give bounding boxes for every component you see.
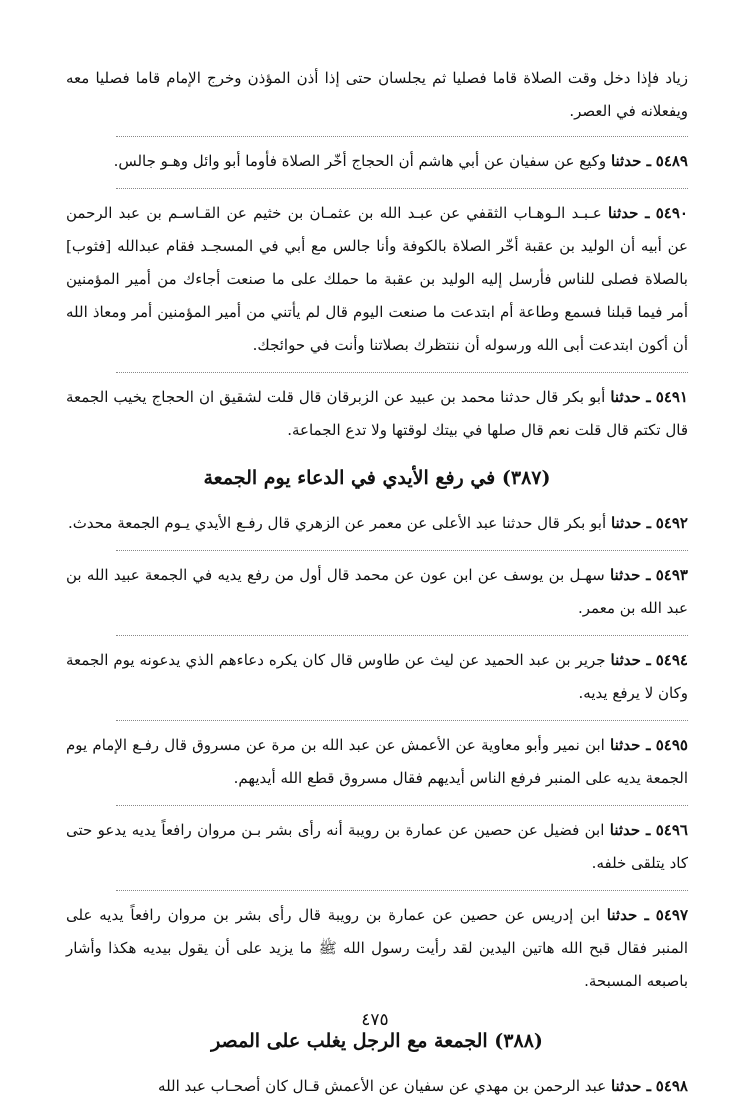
hadith-number: ٥٤٩٠ [655,204,688,222]
hadith-opening: حدثنا [610,651,641,669]
divider [116,720,688,721]
hadith-text: عبد الرحمن بن مهدي عن سفيان عن الأعمش قـال كان أصحـاب عبد الله [158,1077,607,1095]
divider [116,188,688,189]
hadith-opening: حدثنا [610,388,641,406]
chapter-heading-387: (٣٨٧) في رفع الأيدي في الدعاء يوم الجمعة [203,467,551,489]
hadith-number: ٥٤٨٩ [655,152,688,170]
hadith-number: ٥٤٩٥ [655,736,688,754]
hadith-number: ٥٤٩٨ [655,1077,688,1095]
hadith-entry-5495: ٥٤٩٥ ـ حدثنا ابن نمير وأبو معاوية عن الأعمش عن عبد الله بن مرة عن مسروق قال رفـع الإمام يوم الجمعة يديه على المنبر فرفع الناس أيديهم فقال مسروق قطع الله أيديهم. [66,736,688,787]
hadith-text: سهـل بن يوسف عن ابن عون عن محمد قال أول من رفع يديه في الجمعة عبيد الله بن عبد الله بن معمر. [66,566,688,617]
hadith-text: أبو بكر قال حدثنا محمد بن عبيد عن الزبرقان قال قلت لشقيق ان الحجاج يخيب الجمعة قال تكتم قال قلت نعم قال صلها في بيتك لوقتها ولا تدع الجماعة. [66,388,688,439]
hadith-text: جرير بن عبد الحميد عن ليث عن طاوس قال كان يكره دعاءهم الذي يدعونه يوم الجمعة وكان لا يرفع يديه. [66,651,688,702]
hadith-entry-5491: ٥٤٩١ ـ حدثنا أبو بكر قال حدثنا محمد بن عبيد عن الزبرقان قال قلت لشقيق ان الحجاج يخيب الجمعة قال تكتم قال قلت نعم قال صلها في بيتك لوقتها ولا تدع الجماعة. [66,388,688,439]
page-content [66,62,688,1113]
hadith-opening: حدثنا [609,566,641,584]
hadith-number: ٥٤٩٧ [655,906,689,924]
chapter-heading-388: (٣٨٨) الجمعة مع الرجل يغلب على المصر [211,1030,543,1052]
divider [116,635,688,636]
hadith-number: ٥٤٩١ [655,388,688,406]
hadith-opening: حدثنا [609,821,641,839]
divider [116,136,688,137]
divider [116,550,688,551]
hadith-text: عـبـد الـوهـاب الثقفي عن عبـد الله بن عثمـان بن خثيم عن القـاسـم بن عبد الرحمن عن أبيه أن الوليد بن عقبة أخّر الصلاة بالكوفة وأنا جالس مع أبي في المسجـد فقام عبدالله [فثوب] بالصلاة فصلى للناس فأرسل إليه الوليد بن عقبة ما حملك على ما صنعت أجاءك من أمير المؤمنين أمر فيما قبلنا فسمع وطاعة أم ابتدعت ما صنعت اليوم قال لم يأتني من أمير المؤمنين أمر ومعاذ الله أن أكون ابتدعت أبى الله ورسوله أن ننتظرك بصلاتنا وأنت في حوائجك. [66,204,688,354]
divider [116,890,688,891]
hadith-opening: حدثنا [610,1077,642,1095]
hadith-number: ٥٤٩٣ [655,566,688,584]
hadith-opening: حدثنا [606,906,638,924]
hadith-entry-5492: ٥٤٩٢ ـ حدثنا أبو بكر قال حدثنا عبد الأعلى عن معمر عن الزهري قال رفـع الأيدي يـوم الجمعة محدث. [67,514,688,532]
hadith-number: ٥٤٩٢ [655,514,688,532]
hadith-opening: حدثنا [610,736,641,754]
hadith-entry-5498: ٥٤٩٨ ـ حدثنا عبد الرحمن بن مهدي عن سفيان عن الأعمش قـال كان أصحـاب عبد الله [158,1077,688,1095]
hadith-entry-5494: ٥٤٩٤ ـ حدثنا جرير بن عبد الحميد عن ليث عن طاوس قال كان يكره دعاءهم الذي يدعونه يوم الجمعة وكان لا يرفع يديه. [66,651,688,702]
hadith-entry-5490: ٥٤٩٠ ـ حدثنا عـبـد الـوهـاب الثقفي عن عبـد الله بن عثمـان بن خثيم عن القـاسـم بن عبد الرحمن عن أبيه أن الوليد بن عقبة أخّر الصلاة بالكوفة وأنا جالس مع أبي في المسجـد فقام عبدالله [فثوب] بالصلاة فصلى للناس فأرسل إليه الوليد بن عقبة ما حملك على ما صنعت أجاءك من أمير المؤمنين أمر فيما قبلنا فسمع وطاعة أم ابتدعت ما صنعت اليوم قال لم يأتني من أمير المؤمنين أمر ومعاذ الله أن أكون ابتدعت أبى الله ورسوله أن ننتظرك بصلاتنا وأنت في حوائجك. [66,204,688,354]
divider [116,372,688,373]
hadith-entry-5489: ٥٤٨٩ ـ حدثنا وكيع عن سفيان عن أبي هاشم أن الحجاج أخّر الصلاة فأوما أبو وائل وهـو جالس. [113,152,688,170]
hadith-entry-5493: ٥٤٩٣ ـ حدثنا سهـل بن يوسف عن ابن عون عن محمد قال أول من رفع يديه في الجمعة عبيد الله بن عبد الله بن معمر. [66,566,688,617]
intro-paragraph [66,62,688,136]
divider [116,805,688,806]
hadith-opening: حدثنا [610,514,642,532]
hadith-text: ابن نمير وأبو معاوية عن الأعمش عن عبد الله بن مرة عن مسروق قال رفـع الإمام يوم الجمعة يديه على المنبر فرفع الناس أيديهم فقال مسروق قطع الله أيديهم. [66,736,688,787]
hadith-opening: حدثنا [610,152,642,170]
hadith-entry-5496: ٥٤٩٦ ـ حدثنا ابن فضيل عن حصين عن عمارة بن رويبة أنه رأى بشر بـن مروان رافعاً يديه يدعو حتى كاد يتلقى خلفه. [66,821,688,872]
intro-text: زياد فإذا دخل وقت الصلاة قاما فصليا ثم يجلسان حتى إذا أذن المؤذن وخرج الإمام قاما فصليا معه ويفعلانه في العصر. [66,69,688,120]
hadith-text: أبو بكر قال حدثنا عبد الأعلى عن معمر عن الزهري قال رفـع الأيدي يـوم الجمعة محدث. [67,514,607,532]
hadith-text: وكيع عن سفيان عن أبي هاشم أن الحجاج أخّر الصلاة فأوما أبو وائل وهـو جالس. [113,152,607,170]
hadith-number: ٥٤٩٦ [655,821,688,839]
hadith-entry-5497: ٥٤٩٧ ـ حدثنا ابن إدريس عن حصين عن عمارة بن رويبة قال رأى بشر بن مروان رافعاً يديه على المنبر فقال قبح الله هاتين اليدين لقد رأيت رسول الله ﷺ ما يزيد على أن يقول بيديه هكذا وأشار باصبعه المسبحة. [66,906,689,990]
hadith-number: ٥٤٩٤ [655,651,688,669]
page-number: ٤٧٥ [361,1010,389,1030]
hadith-text: ابن فضيل عن حصين عن عمارة بن رويبة أنه رأى بشر بـن مروان رافعاً يديه يدعو حتى كاد يتلقى خلفه. [66,821,688,872]
hadith-opening: حدثنا [607,204,639,222]
hadith-text: ابن إدريس عن حصين عن عمارة بن رويبة قال رأى بشر بن مروان رافعاً يديه على المنبر فقال قبح الله هاتين اليدين لقد رأيت رسول الله ﷺ ما يزيد على أن يقول بيديه هكذا وأشار باصبعه المسبحة. [66,906,688,990]
